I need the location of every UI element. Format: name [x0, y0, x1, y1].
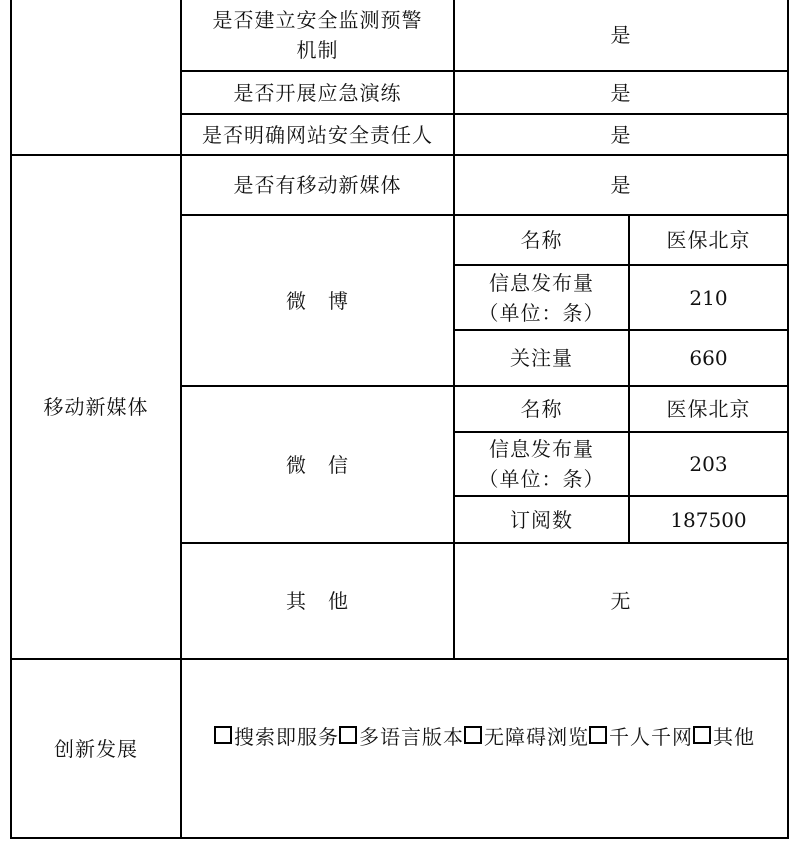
checkbox-icon[interactable]: [464, 726, 482, 744]
drill-question: 是否开展应急演练: [233, 80, 402, 105]
wechat-subs-label: 订阅数: [510, 507, 573, 532]
weibo-followers-label: 关注量: [510, 346, 573, 370]
monitoring-answer: 是: [610, 23, 632, 47]
innovation-options: [182, 660, 787, 810]
responsible-question: 是否明确网站安全责任人: [202, 122, 433, 147]
wechat-posts-value: 203: [689, 452, 728, 476]
checkbox-icon[interactable]: [589, 726, 607, 744]
other-label: 其 他: [286, 589, 349, 613]
wechat-name-label: 名称: [520, 397, 563, 421]
option-other[interactable]: 其他: [693, 721, 755, 750]
wechat-subs-value: 187500: [670, 507, 747, 532]
option-accessibility[interactable]: 无障碍浏览: [464, 721, 589, 750]
table-border: [787, 0, 789, 839]
drill-answer: 是: [610, 80, 632, 105]
wechat-label: 微 信: [286, 452, 349, 477]
weibo-posts-label: 信息发布量 （单位：条）: [478, 270, 605, 325]
option-multilingual[interactable]: 多语言版本: [339, 721, 464, 750]
table-border: [10, 837, 789, 839]
responsible-answer: 是: [610, 122, 632, 147]
weibo-name-label: 名称: [520, 228, 563, 252]
option-personalized[interactable]: 千人千网: [589, 721, 693, 750]
other-value: 无: [610, 589, 632, 613]
wechat-name-value: 医保北京: [666, 397, 751, 421]
wechat-posts-label: 信息发布量 （单位：条）: [478, 437, 605, 491]
report-table: [10, 0, 789, 840]
has-mobile-answer: 是: [610, 173, 632, 197]
checkbox-icon[interactable]: [214, 726, 232, 744]
checkbox-icon[interactable]: [339, 726, 357, 744]
innovation-label: 创新发展: [54, 736, 138, 761]
weibo-followers-value: 660: [689, 346, 728, 370]
checkbox-icon[interactable]: [693, 726, 711, 744]
weibo-posts-value: 210: [689, 285, 728, 310]
option-search-as-service[interactable]: 搜索即服务: [214, 721, 339, 750]
weibo-label: 微 博: [286, 288, 349, 313]
mobile-section-label: 移动新媒体: [43, 395, 149, 419]
weibo-name-value: 医保北京: [666, 228, 751, 252]
monitoring-question: 是否建立安全监测预警 机制: [212, 8, 423, 62]
has-mobile-question: 是否有移动新媒体: [233, 173, 402, 197]
